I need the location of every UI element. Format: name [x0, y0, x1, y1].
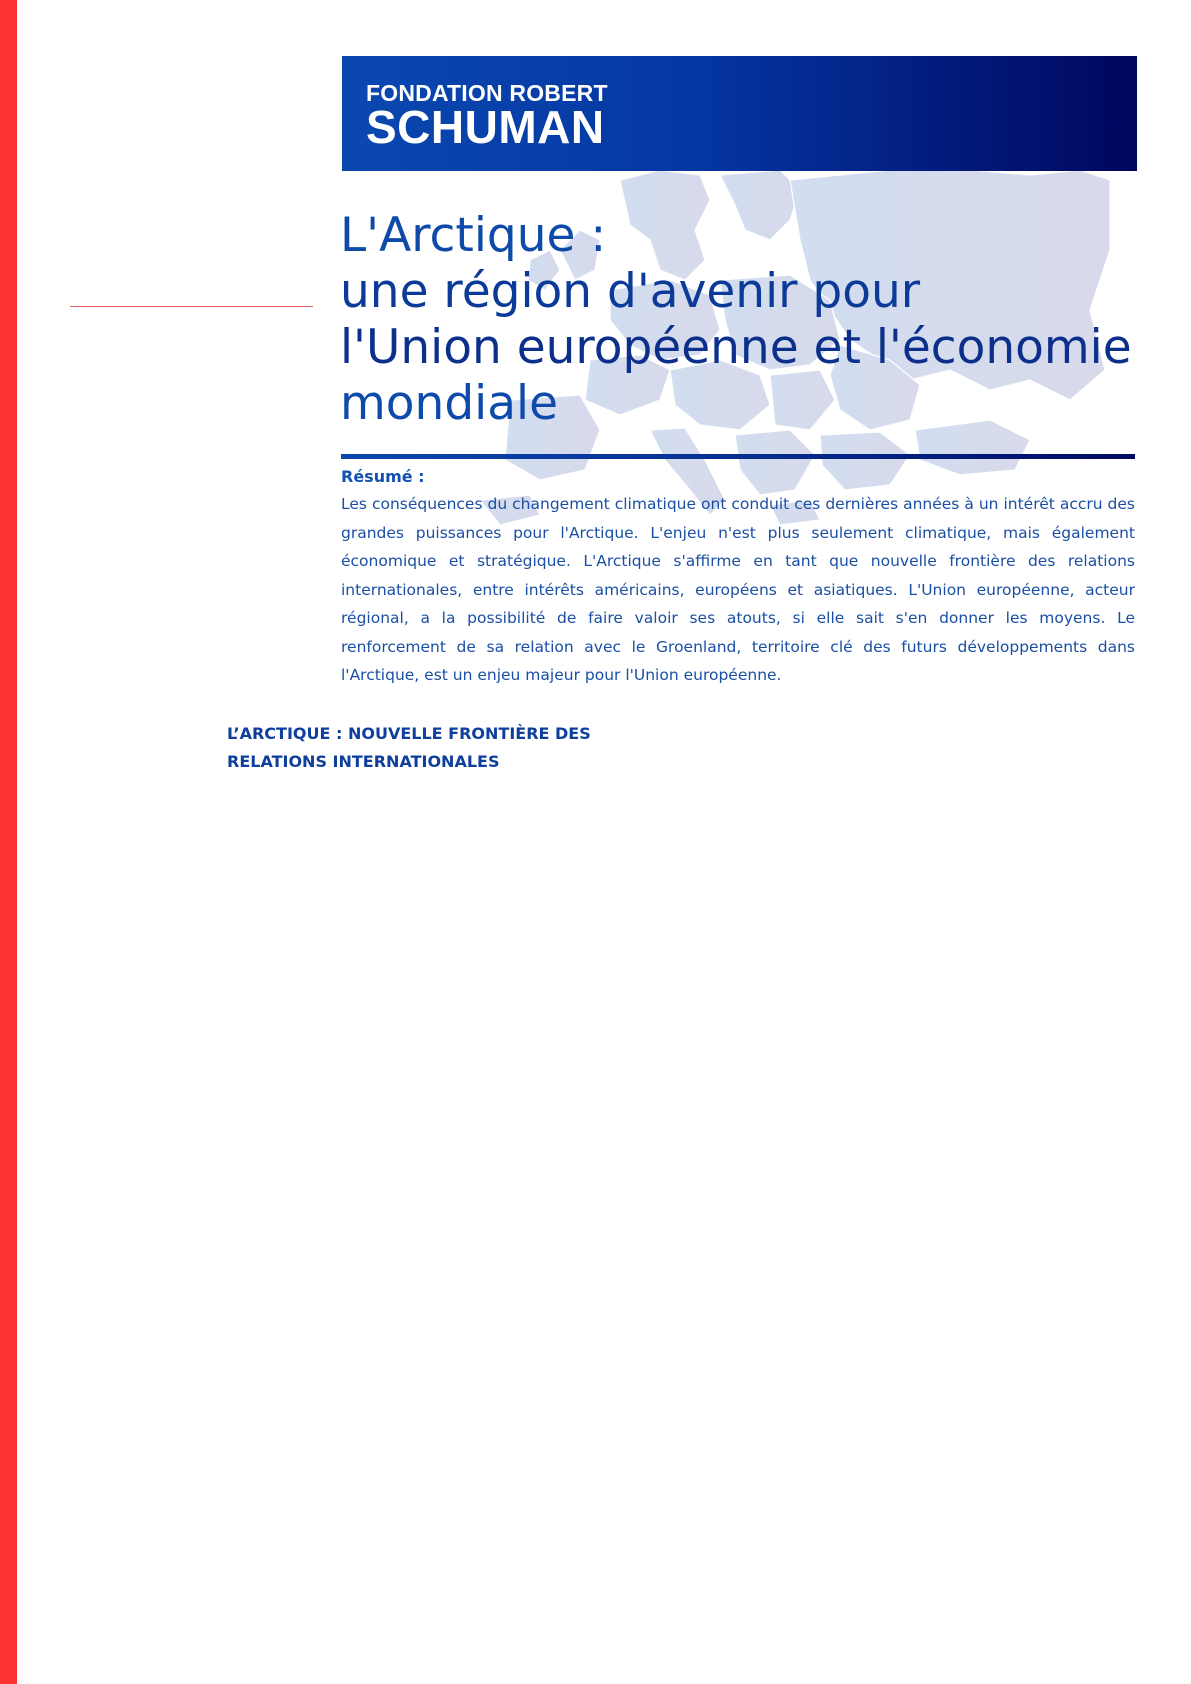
section-heading-line-2: RELATIONS INTERNATIONALES — [227, 752, 500, 771]
header-banner — [342, 56, 1137, 171]
document-title — [340, 208, 1140, 432]
fondation-logo — [366, 80, 608, 153]
left-accent-bar — [0, 0, 17, 1684]
resume-paragraph: Les conséquences du changement climatique ont conduit ces dernières années à un intérêt accru des grandes puissances pour l'Arctique. L'enjeu n'est plus seulement climatique, mais également économique et stratégique. L'Arctique s'affirme en tant que nouvelle frontière des relations internationales, entre intérêts américains, européens et asiatiques. L'Union européenne, acteur régional, a la possibilité de faire valoir ses atouts, si elle sait s'en donner les moyens. Le renforcement de sa relation avec le Groenland, territoire clé des futurs développements dans l'Arctique, est un enjeu majeur pour l'Union européenne. — [341, 495, 1135, 684]
title-line-1: L'Arctique : — [340, 208, 607, 263]
title-line-3: l'Union européenne et l'économie — [340, 320, 1132, 375]
logo-line-top: FONDATION ROBERT — [366, 80, 608, 106]
section-heading — [227, 720, 647, 776]
title-divider — [341, 454, 1135, 459]
resume-heading: Résumé : — [341, 467, 425, 486]
section-heading-line-1: L’ARCTIQUE : NOUVELLE FRONTIÈRE DES — [227, 724, 591, 743]
title-line-2: une région d'avenir pour — [340, 264, 921, 319]
logo-line-bottom: SCHUMAN — [366, 101, 605, 153]
title-line-4: mondiale — [340, 376, 558, 431]
side-rule — [70, 306, 313, 307]
